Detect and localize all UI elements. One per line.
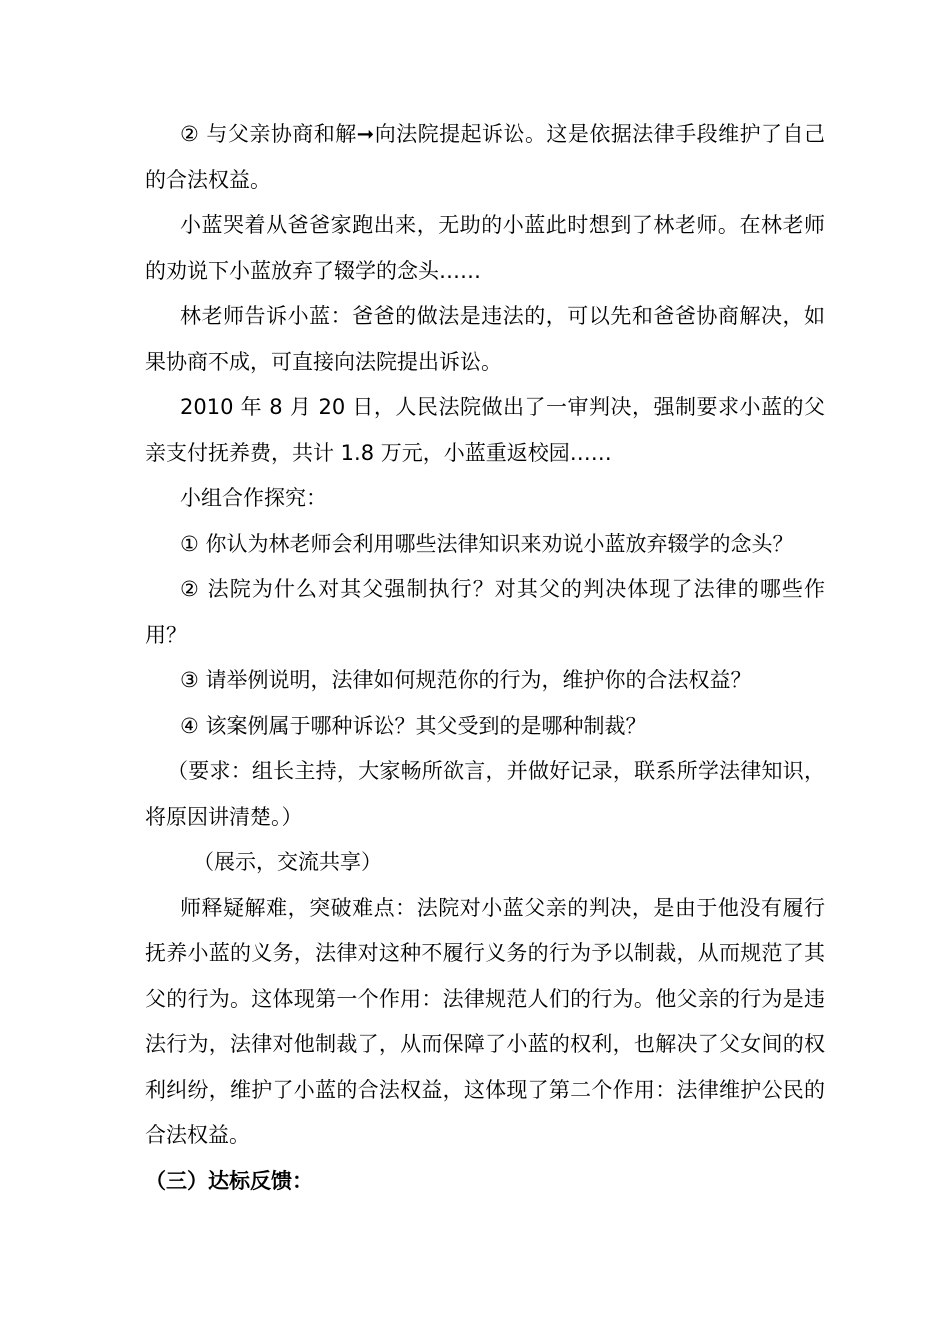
question-1: ① 你认为林老师会利用哪些法律知识来劝说小蓝放弃辍学的念头？ <box>180 531 794 556</box>
paragraph-show-share: （展示，交流共享） <box>193 850 382 874</box>
paragraph-teacher-advice: 林老师告诉小蓝：爸爸的做法是违法的，可以先和爸爸协商解决，如果协商不成，可直接向法院提出诉讼。 <box>145 304 825 374</box>
question-3: ③ 请举例说明，法律如何规范你的行为，维护你的合法权益？ <box>180 668 752 692</box>
question-2: ② 法院为什么对其父强制执行？对其父的判决体现了法律的哪些作用？ <box>145 577 825 647</box>
paragraph-court-judgment: 2010 年 8 月 20 日，人民法院做出了一审判决，强制要求小蓝的父亲支付抚养费，共计 1.8 万元，小蓝重返校园…… <box>145 395 825 465</box>
question-4: ④ 该案例属于哪种诉讼？其父受到的是哪种制裁？ <box>180 713 647 738</box>
paragraph-teacher-persuades: 小蓝哭着从爸爸家跑出来，无助的小蓝此时想到了林老师。在林老师的劝说下小蓝放弃了辍学的念头…… <box>145 213 825 283</box>
paragraph-group-inquiry: 小组合作探究： <box>180 486 327 510</box>
paragraph-requirements: （要求：组长主持，大家畅所欲言，并做好记录，联系所学法律知识，将原因讲清楚。） <box>145 759 825 829</box>
document-body <box>145 112 825 1204</box>
paragraph-teacher-explains: 师释疑解难，突破难点：法院对小蓝父亲的判决，是由于他没有履行抚养小蓝的义务，法律对这种不履行义务的行为予以制裁，从而规范了其父的行为。这体现第一个作用：法律规范人们的行为。他父亲的行为是违法行为，法律对他制裁了，从而保障了小蓝的权利，也解决了父女间的权利纠纷，维护了小蓝的合法权益，这体现了第二个作用：法律维护公民的合法权益。 <box>145 895 825 1147</box>
paragraph-negotiate-sue: ② 与父亲协商和解➞向法院提起诉讼。这是依据法律手段维护了自己的合法权益。 <box>145 122 825 192</box>
section-heading-feedback: （三）达标反馈： <box>145 1168 313 1193</box>
